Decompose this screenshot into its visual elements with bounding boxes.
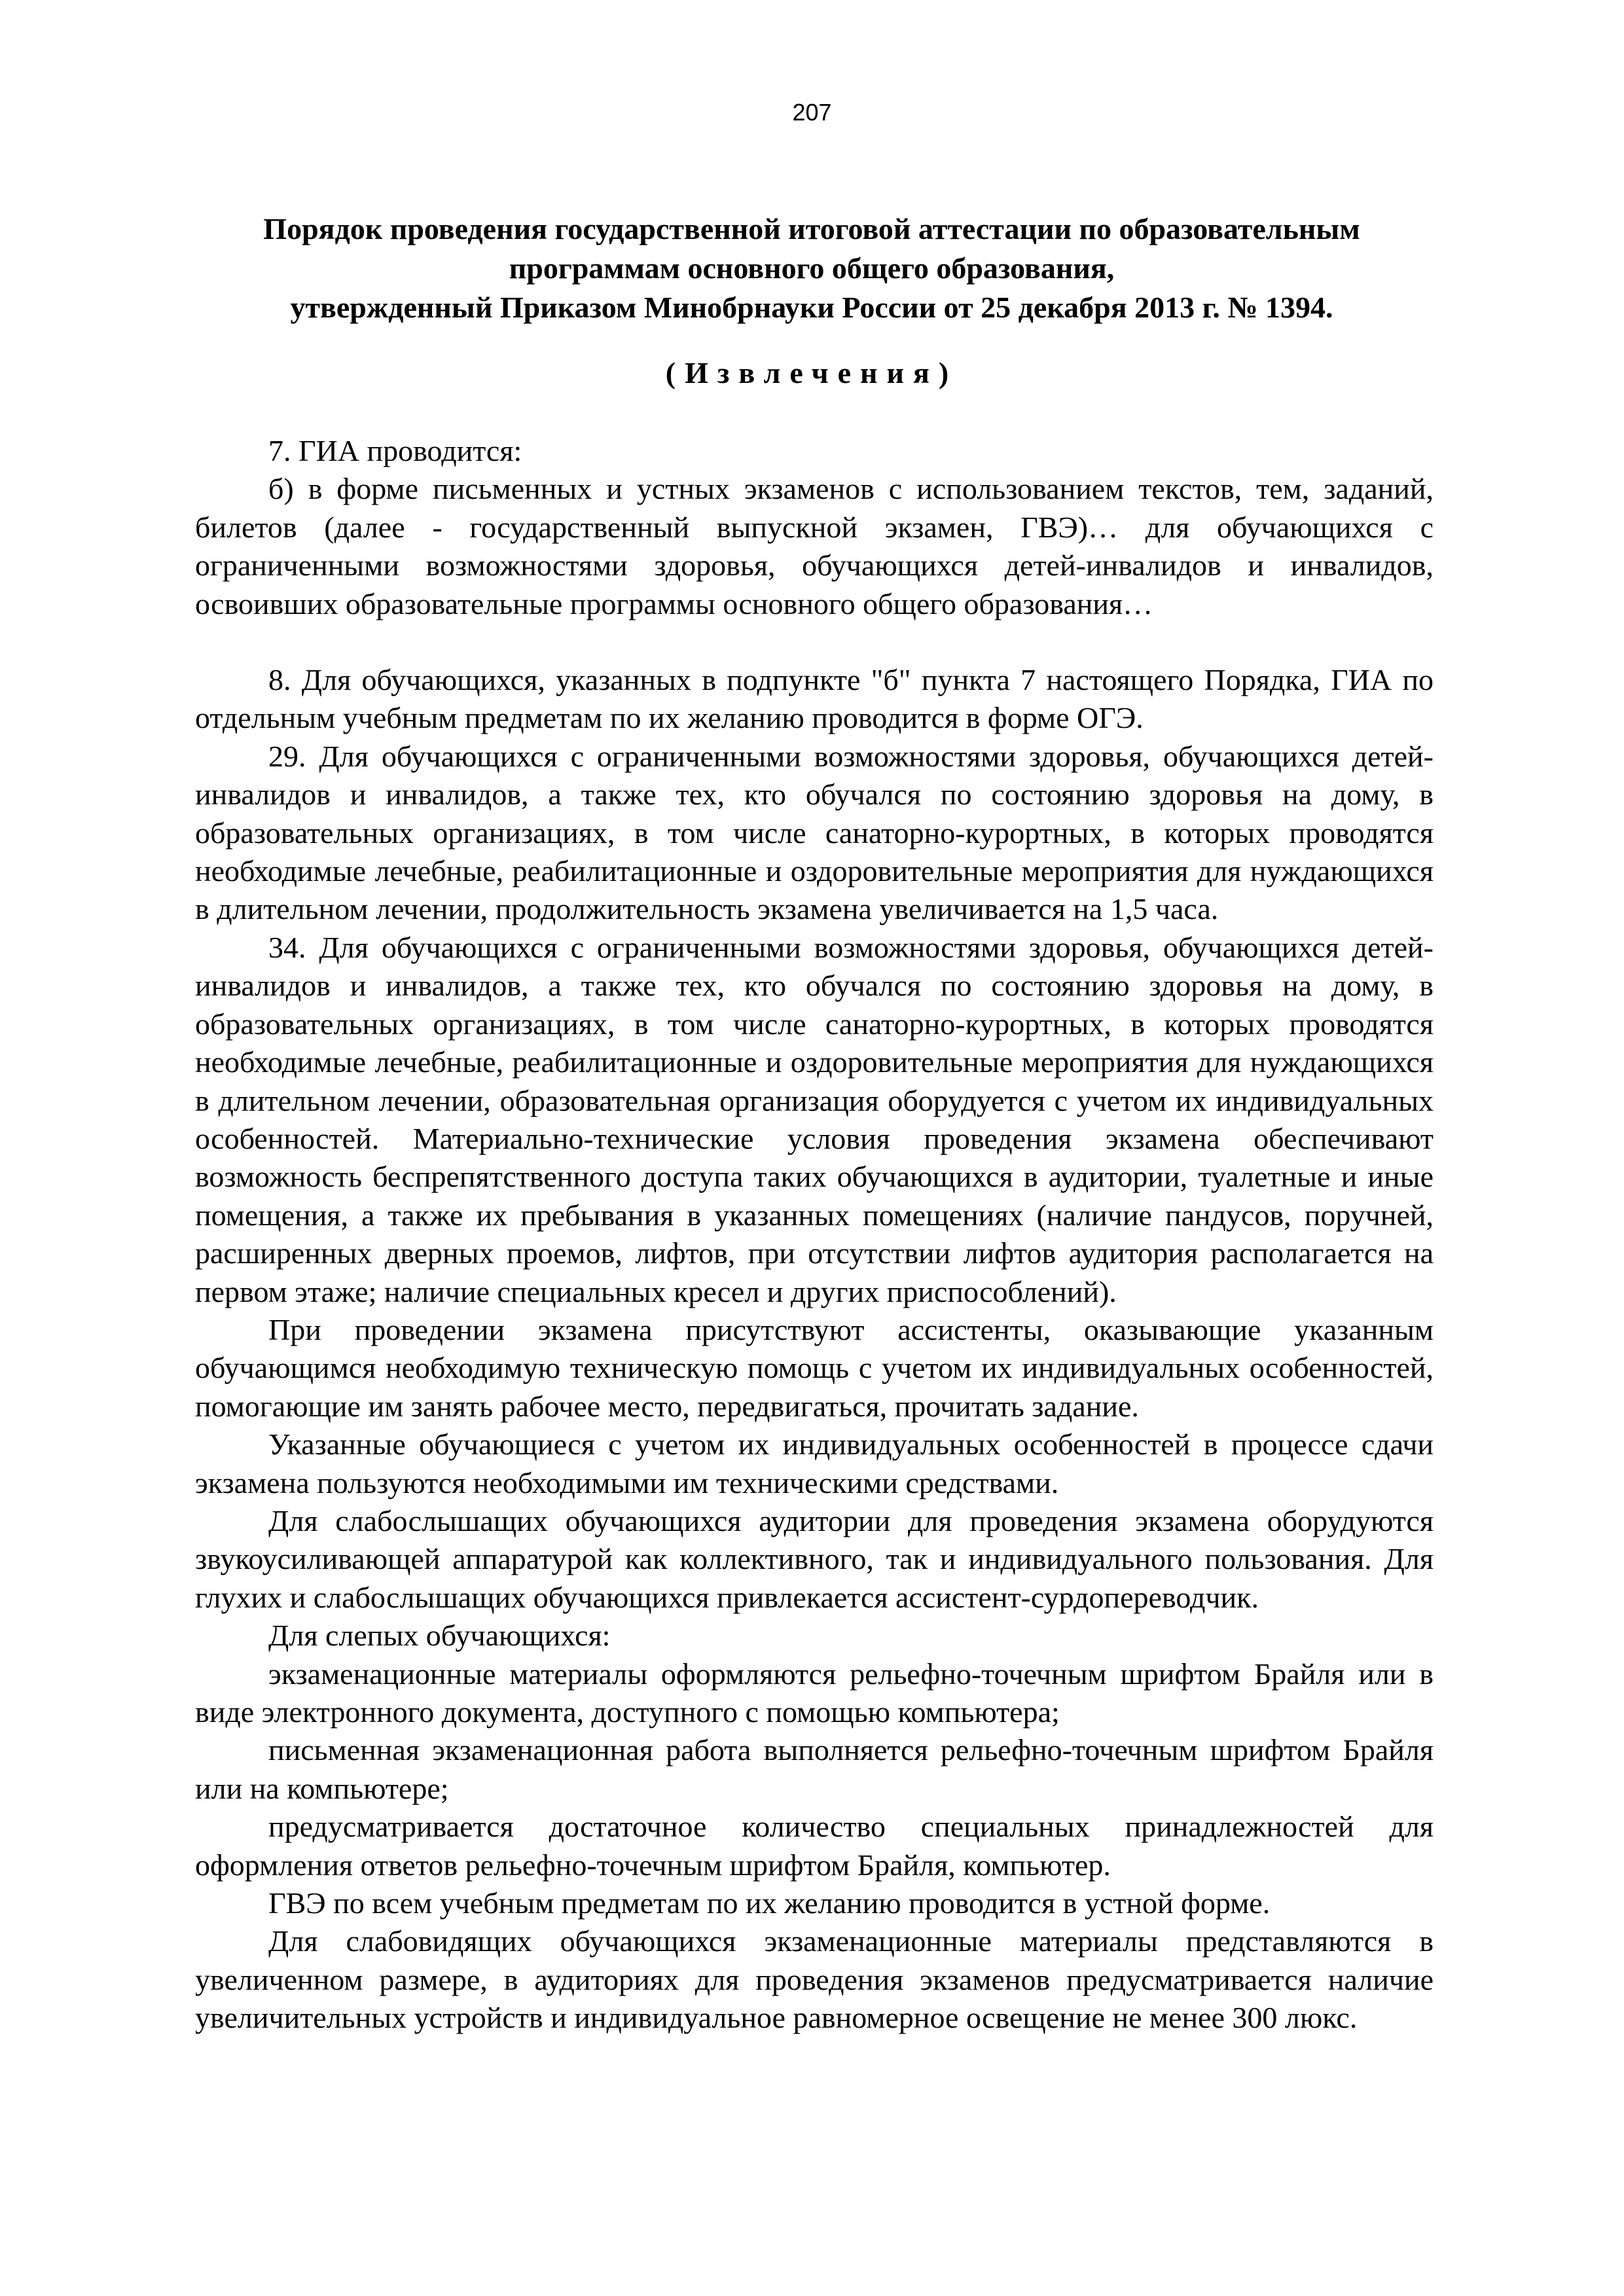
paragraph-item-7b: б) в форме письменных и устных экзаменов с использованием текстов, тем, заданий, билетов (далее - государственный выпускной экзамен, ГВЭ)… для обучающихся с ограниченными возможностями здоровья, обучающихся детей-инвалидов и инвалидов, освоивших образовательные программы основного общего образования… — [195, 472, 1434, 620]
title-line-1: Порядок проведения государственной итоговой аттестации по образовательным — [263, 212, 1360, 245]
page-number: 207 — [792, 99, 832, 126]
title-line-3: утвержденный Приказом Минобрнауки России от 25 декабря 2013 г. № 1394. — [290, 291, 1333, 324]
paragraph-blind-supplies: предусматривается достаточное количество специальных принадлежностей для оформления ответов рельефно-точечным шрифтом Брайля, компьютер. — [195, 1810, 1434, 1882]
document-body — [195, 432, 1434, 2037]
paragraph-blind-materials: экзаменационные материалы оформляются рельефно-точечным шрифтом Брайля или в виде электронного документа, доступного с помощью компьютера; — [195, 1657, 1434, 1729]
paragraph-blind-intro: Для слепых обучающихся: — [268, 1619, 611, 1653]
paragraph-blind-written-work: письменная экзаменационная работа выполняется рельефно-точечным шрифтом Брайля или на компьютере; — [195, 1733, 1434, 1805]
paragraph-oral-form: ГВЭ по всем учебным предметам по их желанию проводится в устной форме. — [268, 1886, 1271, 1920]
document-subtitle: (Извлечения) — [665, 356, 958, 389]
paragraph-visually-impaired: Для слабовидящих обучающихся экзаменационные материалы представляются в увеличенном размере, в аудиториях для проведения экзаменов предусматривается наличие увеличительных устройств и индивидуальное равномерное освещение не менее 300 люкс. — [195, 1924, 1434, 2035]
paragraph-assistants: При проведении экзамена присутствуют ассистенты, оказывающие указанным обучающимся необходимую техническую помощь с учетом их индивидуальных особенностей, помогающие им занять рабочее место, передвигаться, прочитать задание. — [195, 1312, 1434, 1423]
paragraph-item-8: 8. Для обучающихся, указанных в подпункте "б" пункта 7 настоящего Порядка, ГИА по отдельным учебным предметам по их желанию проводится в форме ОГЭ. — [195, 663, 1434, 735]
document-title — [190, 209, 1434, 327]
title-line-2: программам основного общего образования, — [509, 251, 1115, 285]
paragraph-item-34: 34. Для обучающихся с ограниченными возможностями здоровья, обучающихся детей-инвалидов и инвалидов, а также тех, кто обучался по состоянию здоровья на дому, в образовательных организациях, в том числе санаторно-курортных, в которых проводятся необходимые лечебные, реабилитационные и оздоровительные мероприятия для нуждающихся в длительном лечении, образовательная организация оборудуется с учетом их индивидуальных особенностей. Материально-технические условия проведения экзамена обеспечивают возможность беспрепятственного доступа таких обучающихся в аудитории, туалетные и иные помещения, а также их пребывания в указанных помещениях (наличие пандусов, поручней, расширенных дверных проемов, лифтов, при отсутствии лифтов аудитория располагается на первом этаже; наличие специальных кресел и других приспособлений). — [195, 930, 1434, 1308]
paragraph-technical-means: Указанные обучающиеся с учетом их индивидуальных особенностей в процессе сдачи экзамена пользуются необходимыми им техническими средствами. — [195, 1427, 1434, 1499]
paragraph-hearing-impaired: Для слабослышащих обучающихся аудитории для проведения экзамена оборудуются звукоусиливающей аппаратурой как коллективного, так и индивидуального пользования. Для глухих и слабослышащих обучающихся привлекается ассистент-сурдопереводчик. — [195, 1503, 1434, 1614]
paragraph-item-29: 29. Для обучающихся с ограниченными возможностями здоровья, обучающихся детей-инвалидов и инвалидов, а также тех, кто обучался по состоянию здоровья на дому, в образовательных организациях, в том числе санаторно-курортных, в которых проводятся необходимые лечебные, реабилитационные и оздоровительные мероприятия для нуждающихся в длительном лечении, продолжительность экзамена увеличивается на 1,5 часа. — [195, 739, 1434, 926]
paragraph-item-7: 7. ГИА проводится: — [268, 434, 522, 467]
